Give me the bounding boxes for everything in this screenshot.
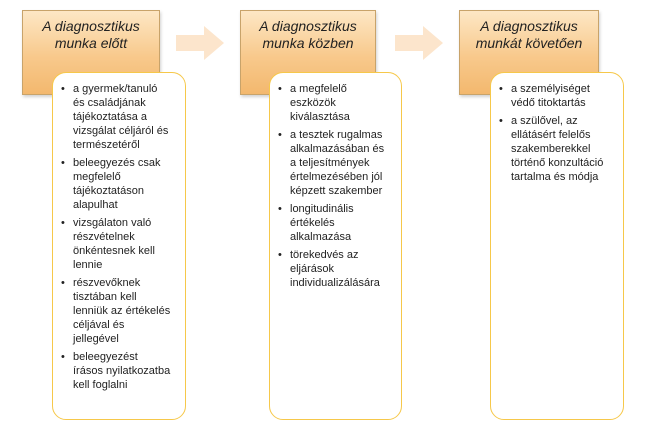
stage-1-title: A diagnosztikus munka előtt xyxy=(42,18,140,51)
stage-3-card xyxy=(490,72,624,420)
arrow-right-icon xyxy=(176,26,224,60)
stage-3-list xyxy=(499,82,615,184)
stage-3-item: • a személyiséget védő titoktartás xyxy=(499,82,615,110)
stage-1-list xyxy=(61,82,177,392)
arrow-right-icon xyxy=(395,26,443,60)
stage-1-item: • beleegyezés csak megfelelő tájékoztatáson alapulhat xyxy=(61,156,177,212)
stage-3-item: • a szülővel, az ellátásért felelős szakemberekkel történő konzultáció tartalma és módja xyxy=(499,114,615,184)
stage-1-card xyxy=(52,72,186,420)
stage-1-item: • vizsgálaton való részvételnek önkéntesnek kell lennie xyxy=(61,216,177,272)
stage-1-item: • beleegyezést írásos nyilatkozatba kell foglalni xyxy=(61,350,177,392)
stage-1-item: • részvevőknek tisztában kell lenniük az értékelés céljával és jellegével xyxy=(61,276,177,346)
stage-2-title: A diagnosztikus munka közben xyxy=(259,18,357,51)
stage-3-title: A diagnosztikus munkát követően xyxy=(475,18,583,51)
stage-2-item: • longitudinális értékelés alkalmazása xyxy=(278,202,393,244)
stage-2-item: • a megfelelő eszközök kiválasztása xyxy=(278,82,393,124)
stage-2-item: • törekedvés az eljárások individualizálására xyxy=(278,248,393,290)
stage-1-item: • a gyermek/tanuló és családjának tájékoztatása a vizsgálat céljáról és természetéről xyxy=(61,82,177,152)
stage-2-item: • a tesztek rugalmas alkalmazásában és a teljesítmények értelmezésében jól képzett szakember xyxy=(278,128,393,198)
stage-2-list xyxy=(278,82,393,290)
stage-2-card xyxy=(269,72,402,420)
